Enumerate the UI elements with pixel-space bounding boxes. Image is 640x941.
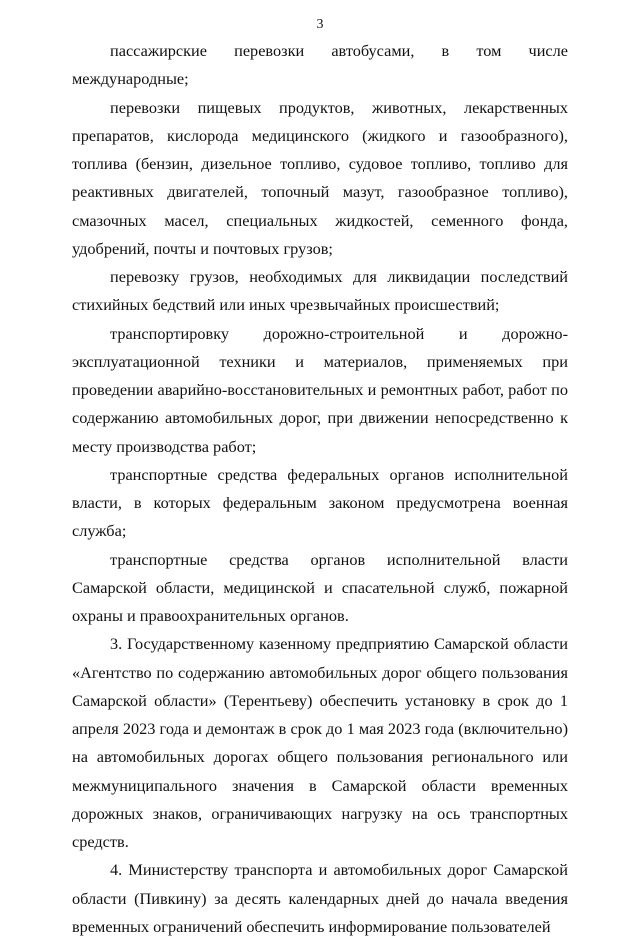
paragraph-federal-vehicles: транспортные средства федеральных органов исполнительной власти, в которых федеральным законом предусмотрена военная служба; [72, 464, 568, 541]
document-body [72, 37, 568, 941]
paragraph-goods-transport: перевозки пищевых продуктов, животных, лекарственных препаратов, кислорода медицинского (жидкого и газообразного), топлива (бензин, дизельное топливо, судовое топливо, топливо для реактивных двигателей, топочный мазут, газообразное топливо), смазочных масел, специальных жидкостей, семенного фонда, удобрений, почты и почтовых грузов; [72, 97, 568, 258]
paragraph-road-machinery: транспортировку дорожно-строительной и дорожно-эксплуатационной техники и материалов, применяемых при проведении аварийно-восстановительных и ремонтных работ, работ по содержанию автомобильных дорог, при движении непосредственно к месту производства работ; [72, 323, 568, 456]
paragraph-passenger-transport: пассажирские перевозки автобусами, в том числе международные; [72, 41, 568, 89]
paragraph-regional-services: транспортные средства органов исполнительной власти Самарской области, медицинской и спасательной служб, пожарной охраны и правоохранительных органов. [72, 549, 568, 625]
paragraph-clause-3: 3. Государственному казенному предприятию Самарской области «Агентство по содержанию автомобильных дорог общего пользования Самарской области» (Терентьеву) обеспечить установку в срок до 1 апреля 2023 года и демонтаж в срок до 1 мая 2023 года (включительно) на автомобильных дорогах общего пользования регионального или межмуниципального значения в Самарской области временных дорожных знаков, ограничивающих нагрузку на ось транспортных средств. [72, 634, 568, 851]
page-number: 3 [316, 17, 324, 32]
paragraph-clause-4: 4. Министерству транспорта и автомобильных дорог Самарской области (Пивкину) за десять календарных дней до начала введения временных ограничений обеспечить информирование пользователей [72, 860, 568, 936]
paragraph-emergency-cargo: перевозку грузов, необходимых для ликвидации последствий стихийных бедствий или иных чрезвычайных происшествий; [72, 267, 568, 315]
